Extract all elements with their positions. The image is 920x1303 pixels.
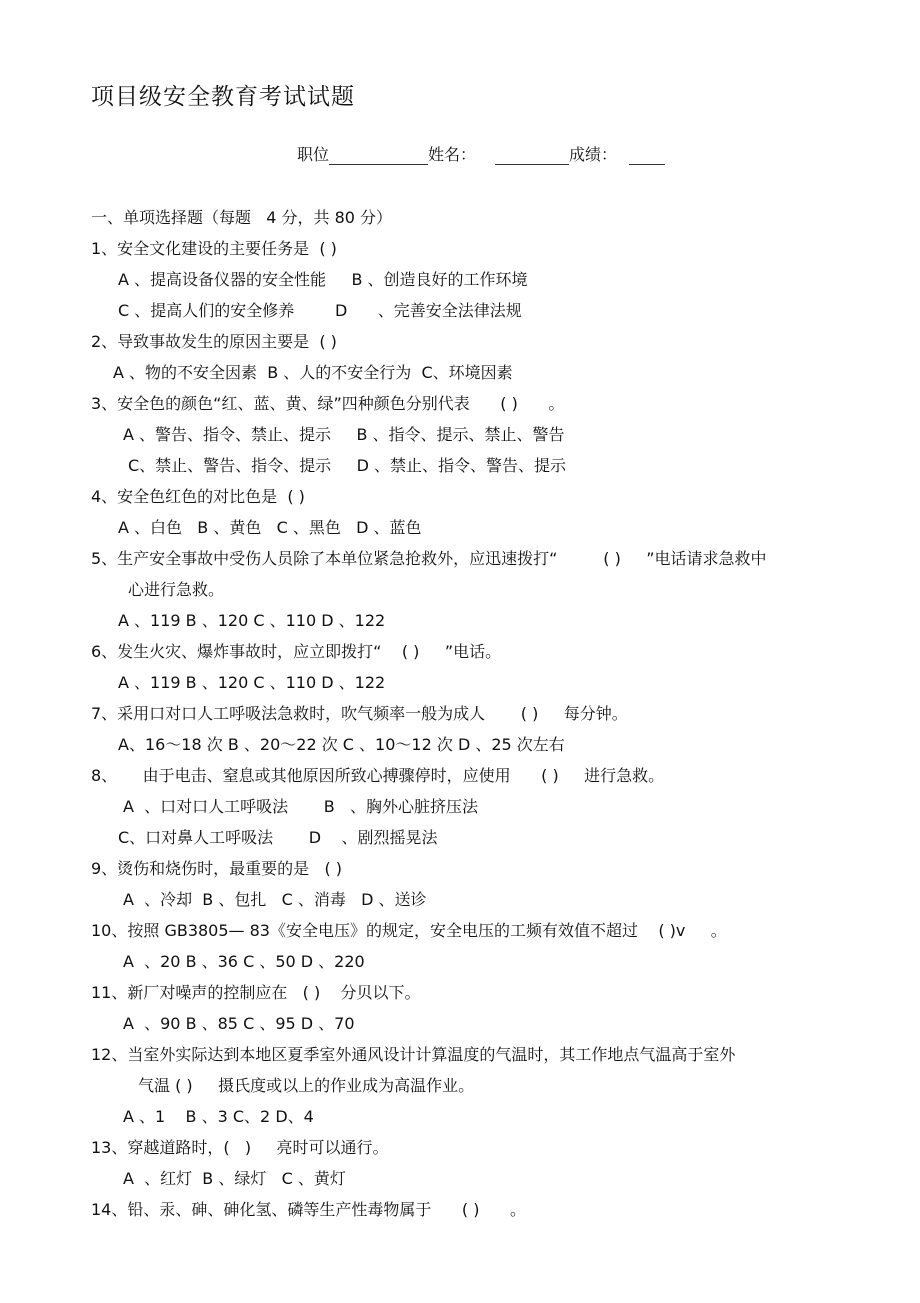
- page-title: 项目级安全教育考试试题: [91, 84, 355, 110]
- question-13: 13、穿越道路时，( ) 亮时可以通行。: [91, 1138, 389, 1157]
- position-label: 职位: [297, 145, 330, 164]
- question-12: 12、当室外实际达到本地区夏季室外通风设计计算温度的气温时，其工作地点气温高于室外: [91, 1045, 736, 1064]
- question-12-continued: 气温 ( ) 摄氏度或以上的作业成为高温作业。: [138, 1076, 475, 1095]
- question-5: 5、生产安全事故中受伤人员除了本单位紧急抢救外，应迅速拨打“ ( ) ”电话请求急救中: [91, 549, 767, 568]
- question-6: 6、发生火灾、爆炸事故时，应立即拨打“ ( ) ”电话。: [91, 642, 502, 661]
- question-8-options-cd: C、口对鼻人工呼吸法 D 、剧烈摇晃法: [118, 828, 438, 847]
- position-blank: [329, 148, 428, 165]
- name-blank: [495, 148, 569, 165]
- question-1-options-ab: A 、提高设备仪器的安全性能 B 、创造良好的工作环境: [118, 270, 528, 289]
- question-1-options-cd: C 、提高人们的安全修养 D 、完善安全法律法规: [118, 301, 522, 320]
- question-5-options: A 、119 B 、120 C 、110 D 、122: [118, 611, 386, 630]
- question-2-options: A 、物的不安全因素 B 、人的不安全行为 C、环境因素: [113, 363, 513, 382]
- question-11: 11、新厂对噪声的控制应在 ( ) 分贝以下。: [91, 983, 421, 1002]
- question-2: 2、导致事故发生的原因主要是 ( ): [91, 332, 337, 351]
- section-heading: 一、单项选择题（每题 4 分，共 80 分）: [91, 208, 393, 227]
- score-label: 成绩：: [569, 145, 618, 164]
- question-1: 1、安全文化建设的主要任务是 ( ): [91, 239, 337, 258]
- score-blank: [629, 148, 665, 165]
- name-label: 姓名：: [428, 145, 477, 164]
- question-6-options: A 、119 B 、120 C 、110 D 、122: [118, 673, 386, 692]
- question-8: 8、 由于电击、窒息或其他原因所致心搏骤停时，应使用 ( ) 进行急救。: [91, 766, 665, 785]
- question-4: 4、安全色红色的对比色是 ( ): [91, 487, 305, 506]
- question-5-continued: 心进行急救。: [128, 580, 225, 599]
- question-3: 3、安全色的颜色“红、蓝、黄、绿”四种颜色分别代表 ( ) 。: [91, 394, 565, 413]
- question-7: 7、采用口对口人工呼吸法急救时，吹气频率一般为成人 ( ) 每分钟。: [91, 704, 628, 723]
- question-3-options-ab: A 、警告、指令、禁止、提示 B 、指令、提示、禁止、警告: [123, 425, 565, 444]
- question-12-options: A 、1 B 、3 C、2 D、4: [123, 1107, 314, 1126]
- header-info: [297, 142, 665, 165]
- question-8-options-ab: A 、口对口人工呼吸法 B 、胸外心脏挤压法: [123, 797, 478, 816]
- question-7-options: A、16～18 次 B 、20～22 次 C 、10～12 次 D 、25 次左右: [118, 735, 565, 754]
- question-14: 14、铅、汞、砷、砷化氢、磷等生产性毒物属于 ( ) 。: [91, 1200, 526, 1219]
- question-9-options: A 、冷却 B 、包扎 C 、消毒 D 、送诊: [123, 890, 427, 909]
- question-11-options: A 、90 B 、85 C 、95 D 、70: [123, 1014, 355, 1033]
- question-3-options-cd: C、禁止、警告、指令、提示 D 、禁止、指令、警告、提示: [128, 456, 567, 475]
- question-9: 9、烫伤和烧伤时，最重要的是 ( ): [91, 859, 343, 878]
- question-4-options: A 、白色 B 、黄色 C 、黑色 D 、蓝色: [118, 518, 422, 537]
- question-10: 10、按照 GB3805— 83《安全电压》的规定，安全电压的工频有效值不超过 ( )v 。: [91, 921, 727, 940]
- question-10-options: A 、20 B 、36 C 、50 D 、220: [123, 952, 365, 971]
- question-13-options: A 、红灯 B 、绿灯 C 、黄灯: [123, 1169, 346, 1188]
